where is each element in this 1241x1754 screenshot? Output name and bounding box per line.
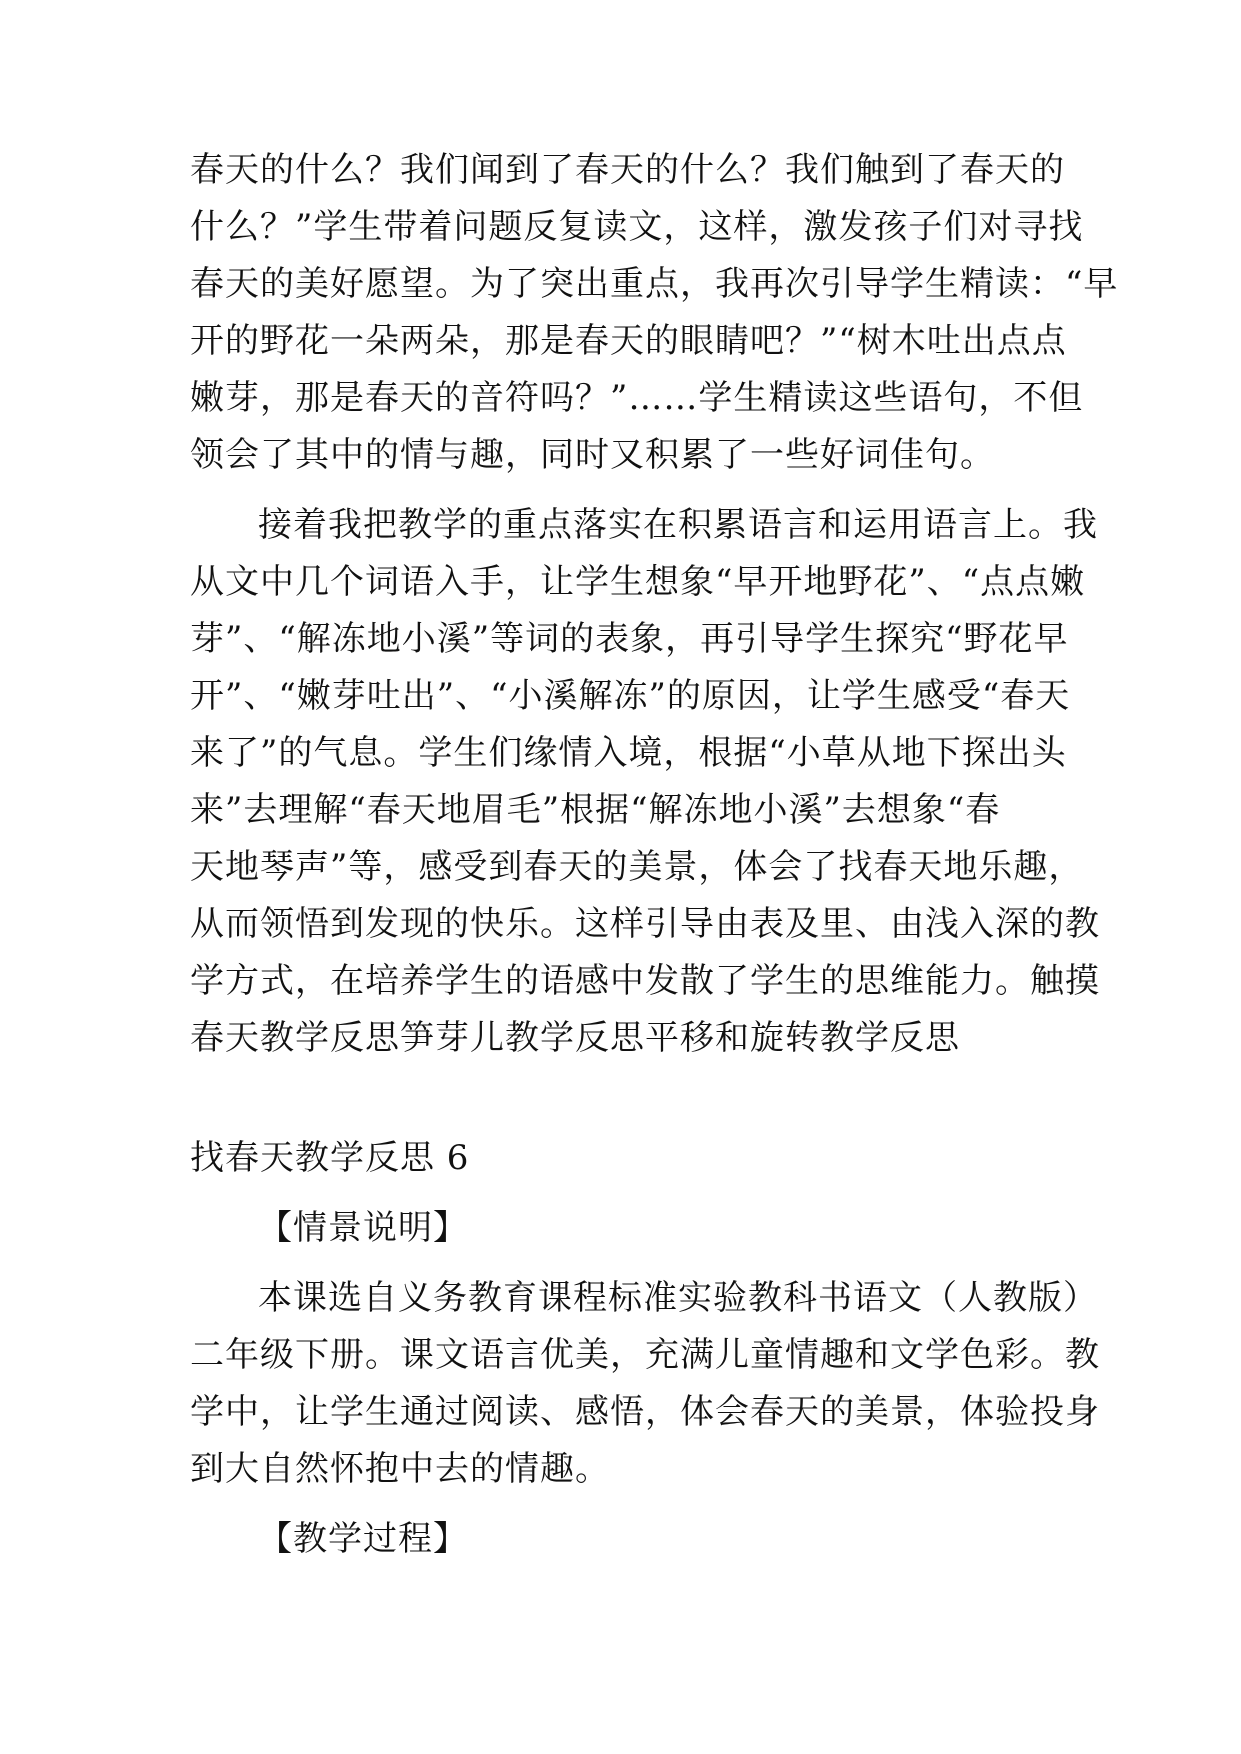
- heading-situation: 【情景说明】: [258, 1208, 468, 1248]
- section-title: 找春天教学反思 6: [190, 1138, 470, 1178]
- paragraph-line: 从而领悟到发现的快乐。这样引导由表及里、由浅入深的教: [190, 904, 1100, 944]
- paragraph-line: 春天的什么？我们闻到了春天的什么？我们触到了春天的: [190, 150, 1065, 190]
- paragraph-line: 开”、“嫩芽吐出”、“小溪解冻”的原因，让学生感受“春天: [190, 676, 1071, 716]
- paragraph-line: 从文中几个词语入手，让学生想象“早开地野花”、“点点嫩: [190, 562, 1086, 602]
- heading-process: 【教学过程】: [258, 1519, 468, 1559]
- paragraph-line: 来了”的气息。学生们缘情入境，根据“小草从地下探出头: [190, 733, 1067, 773]
- paragraph-line: 到大自然怀抱中去的情趣。: [190, 1449, 610, 1489]
- paragraph-line: 来”去理解“春天地眉毛”根据“解冻地小溪”去想象“春: [190, 790, 1001, 830]
- paragraph-line: 学中，让学生通过阅读、感悟，体会春天的美景，体验投身: [190, 1392, 1100, 1432]
- paragraph-line: 春天的美好愿望。为了突出重点，我再次引导学生精读：“早: [190, 264, 1119, 304]
- paragraph-line: 开的野花一朵两朵，那是春天的眼睛吧？”“树木吐出点点: [190, 321, 1067, 361]
- paragraph-line: 学方式，在培养学生的语感中发散了学生的思维能力。触摸: [190, 961, 1100, 1001]
- paragraph-line: 接着我把教学的重点落实在积累语言和运用语言上。我: [258, 505, 1098, 545]
- paragraph-line: 嫩芽，那是春天的音符吗？”……学生精读这些语句，不但: [190, 378, 1084, 418]
- paragraph-line: 二年级下册。课文语言优美，充满儿童情趣和文学色彩。教: [190, 1335, 1100, 1375]
- paragraph-line: 什么？”学生带着问题反复读文，这样，激发孩子们对寻找: [190, 207, 1084, 247]
- paragraph-line: 天地琴声”等，感受到春天的美景，体会了找春天地乐趣，: [190, 847, 1084, 887]
- paragraph-line: 领会了其中的情与趣，同时又积累了一些好词佳句。: [190, 435, 995, 475]
- paragraph-line: 春天教学反思笋芽儿教学反思平移和旋转教学反思: [190, 1018, 960, 1058]
- paragraph-line: 本课选自义务教育课程标准实验教科书语文（人教版）: [258, 1278, 1098, 1318]
- paragraph-line: 芽”、“解冻地小溪”等词的表象，再引导学生探究“野花早: [190, 619, 1069, 659]
